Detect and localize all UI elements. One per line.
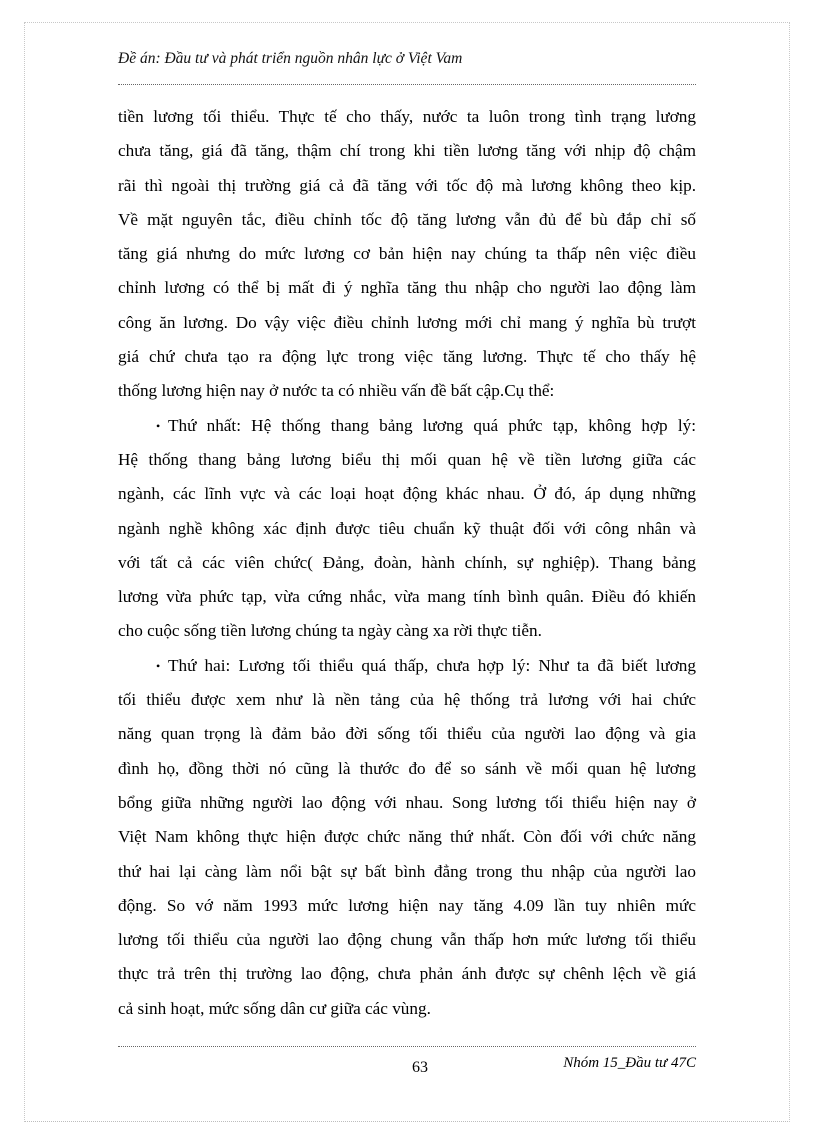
text-line: Về mặt nguyên tắc, điều chỉnh tốc độ tăng lương vẫn đủ để bù đắp chỉ số bbox=[118, 209, 696, 229]
text-line: lương vừa phức tạp, vừa cứng nhắc, vừa mang tính bình quân. Điều đó khiến bbox=[118, 587, 696, 607]
text-line: Thứ nhất: Hệ thống thang bảng lương quá phức tạp, không hợp lý: bbox=[168, 415, 696, 435]
footer-group-label: Nhóm 15_Đầu tư 47C bbox=[563, 1055, 696, 1071]
page-number: 63 bbox=[412, 1059, 428, 1076]
bullet-item-first bbox=[118, 409, 696, 649]
bullet-line bbox=[118, 409, 696, 443]
text-line: thống lương hiện nay ở nước ta có nhiều vấn đề bất cập.Cụ thể: bbox=[118, 381, 555, 401]
text-line: ngành nghề không xác định được tiêu chuẩn kỹ thuật đối với công nhân và bbox=[118, 518, 696, 538]
text-line: với tất cả các viên chức( Đảng, đoàn, hành chính, sự nghiệp). Thang bảng bbox=[118, 552, 696, 572]
bullet-icon: • bbox=[156, 418, 161, 433]
text-line: cả sinh hoạt, mức sống dân cư giữa các vùng. bbox=[118, 998, 431, 1018]
text-line: chưa tăng, giá đã tăng, thậm chí trong khi tiền lương tăng với nhịp độ chậm bbox=[118, 141, 696, 161]
bullet-item-second bbox=[118, 649, 696, 1026]
text-line: thứ hai lại càng làm nổi bật sự bất bình đẳng trong thu nhập của người lao bbox=[118, 861, 696, 881]
paragraph-intro bbox=[118, 100, 696, 409]
document-body bbox=[118, 100, 696, 1026]
bullet-line bbox=[118, 649, 696, 683]
footer-rule bbox=[118, 1046, 696, 1047]
text-line: chỉnh lương có thể bị mất đi ý nghĩa tăng thu nhập cho người lao động làm bbox=[118, 278, 696, 298]
text-line: cho cuộc sống tiền lương chúng ta ngày càng xa rời thực tiễn. bbox=[118, 621, 542, 641]
text-line: Thứ hai: Lương tối thiểu quá thấp, chưa hợp lý: Như ta đã biết lương bbox=[168, 655, 696, 675]
text-line: Việt Nam không thực hiện được chức năng thứ nhất. Còn đối với chức năng bbox=[118, 827, 696, 847]
bullet-icon: • bbox=[156, 658, 161, 673]
text-line: đình họ, đồng thời nó cũng là thước đo để so sánh về mối quan hệ lương bbox=[118, 758, 696, 778]
text-line: lương tối thiểu của người lao động chung vẫn thấp hơn mức lương tối thiểu bbox=[118, 930, 696, 950]
text-line: tiền lương tối thiểu. Thực tế cho thấy, nước ta luôn trong tình trạng lương bbox=[118, 107, 696, 126]
page-header: Đề án: Đầu tư và phát triển nguồn nhân lực ở Việt Vam bbox=[118, 50, 463, 67]
text-line: tăng giá nhưng do mức lương cơ bản hiện nay chúng ta thấp nên việc điều bbox=[118, 244, 696, 264]
text-line: giá chứ chưa tạo ra động lực trong việc tăng lương. Thực tế cho thấy hệ bbox=[118, 347, 696, 367]
text-line: ngành, các lĩnh vực và các loại hoạt động khác nhau. Ở đó, áp dụng những bbox=[118, 484, 696, 504]
text-line: rãi thì ngoài thị trường giá cả đã tăng với tốc độ mà lương không theo kịp. bbox=[118, 175, 696, 195]
text-line: Hệ thống thang bảng lương biểu thị mối quan hệ về tiền lương giữa các bbox=[118, 449, 696, 469]
text-line: thực trả trên thị trường lao động, chưa phản ánh được sự chênh lệch về giá bbox=[118, 964, 696, 984]
header-rule bbox=[118, 84, 696, 85]
text-line: tối thiểu được xem như là nền tảng của hệ thống trả lương với hai chức bbox=[118, 690, 696, 710]
text-line: động. So vớ năm 1993 mức lương hiện nay tăng 4.09 lần tuy nhiên mức bbox=[118, 895, 696, 915]
text-line: công ăn lương. Do vậy việc điều chỉnh lương mới chỉ mang ý nghĩa bù trượt bbox=[118, 312, 696, 332]
text-line: năng quan trọng là đảm bảo đời sống tối thiểu của người lao động và gia bbox=[118, 724, 696, 744]
text-line: bổng giữa những người lao động với nhau. Song lương tối thiểu hiện nay ở bbox=[118, 792, 696, 812]
